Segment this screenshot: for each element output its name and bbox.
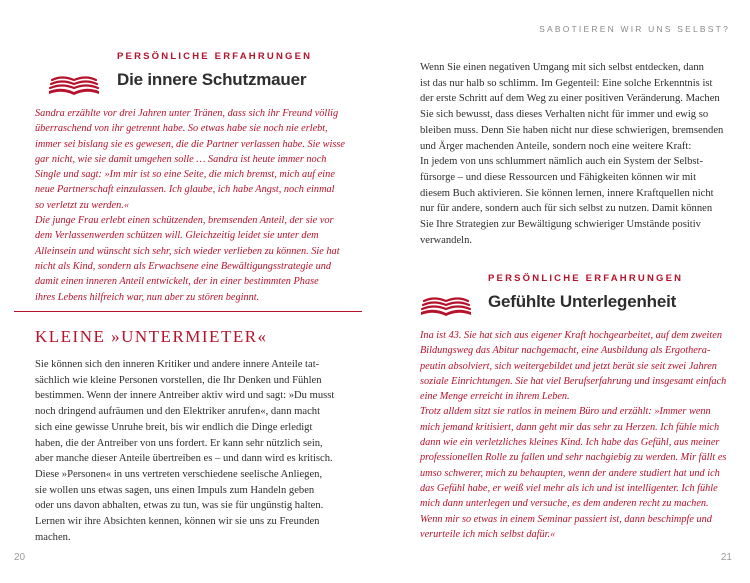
running-head: SABOTIEREN WIR UNS SELBST? (539, 24, 730, 34)
box-line: Sandra erzählte vor drei Jahren unter Tränen, dass sich ihr Freund völlig (35, 108, 339, 119)
body-line: der erste Schritt auf dem Weg zu einer positiven Veränderung. Machen (420, 93, 720, 105)
body-line: bleiben muss. Denn Sie haben nicht nur diese schwierigen, bremsenden (420, 124, 724, 136)
experience-box-text (420, 328, 745, 542)
box-line: professionellen Rolle zu fallen und sehr nachgiebig zu werden. Mir fällt es (420, 452, 727, 464)
box-line: überraschend von ihr getrennt habe. So etwas habe sie noch nie erlebt, (35, 123, 328, 135)
open-book-icon (420, 295, 472, 317)
body-line: Diese »Personen« in uns vertreten verschiedene seelische Anliegen, (35, 468, 323, 480)
body-text (420, 60, 740, 248)
box-line: neue Partnerschaft einzulassen. Ich glaube, ich habe Angst, noch einmal (35, 184, 335, 196)
experience-box-head (117, 51, 312, 90)
box-line: das Gefühl habe, er weiß viel mehr als ich und ist intelligenter. Ich fühle (420, 482, 718, 494)
body-line: Lernen wir ihre Absichten kennen, können wir sie uns zu Freunden (35, 516, 320, 528)
body-line: oder uns davon abhalten, etwas zu tun, was sie für ungünstig halten. (35, 500, 324, 512)
box-line: verurteile ich mich selbst dafür.« (420, 528, 556, 540)
body-line: Sie Ihre Strategien zur Bewältigung schwieriger Umstände positiv (420, 219, 701, 231)
box-line: soziale Einrichtungen. Sie hat viel Berufserfahrung und insgesamt einfach (420, 375, 727, 387)
body-line: machen. (35, 531, 71, 543)
body-line: In jedem von uns schlummert nämlich auch ein System der Selbst- (420, 156, 704, 168)
box-line: ihres Lebens hilfreich war, nun aber zu stören beginnt. (35, 291, 260, 303)
body-line: verwandeln. (420, 234, 473, 246)
body-line: Wenn Sie einen negativen Umgang mit sich selbst entdecken, dann (420, 62, 704, 73)
box-line: mich dann unterlegen und versuche, es dem anderen recht zu machen. (420, 498, 709, 510)
body-line: fürsorge – und diese Ressourcen und Fähigkeiten können wir mit (420, 171, 697, 183)
body-line: sächlich wie kleine Personen vorstellen, die Ihr Denken und Fühlen (35, 374, 322, 386)
box-line: gar nicht, wie sie damit umgehen solle … Sandra ist heute immer noch (35, 153, 327, 165)
body-line: sich eine gewisse Unruhe breit, bis wir endlich die Dinge erledigt (35, 421, 313, 433)
box-line: Die junge Frau erlebt einen schützenden, bremsenden Anteil, der sie vor (35, 215, 334, 227)
body-line: ist das nur halb so schlimm. Im Gegenteil: Eine solche Erkenntnis ist (420, 77, 713, 89)
open-book-icon (48, 74, 100, 96)
box-line: Alleinsein und wünscht sich sehr, sich wieder verlieben zu können. Sie hat (35, 245, 340, 257)
section-divider (14, 311, 362, 312)
right-page (375, 0, 750, 583)
box-line: peutin absolviert, sich weitergebildet und jetzt berät sie seit zwei Jahren (420, 360, 717, 372)
body-text (35, 357, 370, 545)
box-line: eine Menge erreicht in ihrem Leben. (420, 391, 570, 403)
box-line: Single und sagt: »Im mir ist so eine Seite, die mich bremst, mich auf eine (35, 169, 335, 181)
body-line: aber manche dieser Anteile übertreiben es – und dann wird es kritisch. (35, 453, 333, 465)
box-line: nicht als Kind, sondern als Erwachsene eine Bewältigungsstrategie und (35, 260, 332, 272)
box-line: Wenn mir so etwas in einem Seminar passiert ist, dann beschimpfe und (420, 513, 712, 525)
box-line: damit einen inneren Anteil entwickelt, der in einer bestimmten Phase (35, 276, 319, 288)
box-line: Ina ist 43. Sie hat sich aus eigener Kraft hochgearbeitet, auf dem zweiten (420, 330, 722, 341)
body-line: sie wollen uns etwas sagen, uns einen Impuls zum Handeln geben (35, 484, 315, 496)
box-kicker: PERSÖNLICHE ERFAHRUNGEN (117, 51, 313, 62)
body-line: haben, die der Antreiber von uns fordert. Er kann sehr nützlich sein, (35, 437, 323, 449)
body-line: bestimmen. Wenn der innere Antreiber aktiv wird und sagt: »Du musst (35, 390, 335, 402)
box-line: mich jemand kritisiert, dann geht mir das sehr zu Herzen. Ich fühle mich (420, 421, 720, 433)
box-line: Trotz alldem sitzt sie ratlos in meinem Büro und erzählt: »Immer wenn (420, 406, 711, 418)
box-line: so verletzt zu werden.« (35, 199, 129, 211)
body-line: noch dringend aufräumen und den Elektriker anrufen«, dann macht (35, 406, 321, 418)
body-line: diesem Buch aktivieren. Sie können lernen, innere Kraftquellen nicht (420, 187, 714, 199)
body-line: Sie können sich den inneren Kritiker und andere innere Anteile tat- (35, 359, 320, 370)
box-line: immer sei bislang sie es gewesen, die die Partner verlassen habe. Sie wisse (35, 138, 345, 150)
box-kicker: PERSÖNLICHE ERFAHRUNGEN (488, 273, 684, 284)
experience-box-text (35, 106, 365, 305)
box-line: Bildungsweg das Abitur nachgemacht, eine Ausbildung als Ergothera- (420, 345, 711, 357)
box-title: Gefühlte Unterlegenheit (488, 292, 677, 311)
section-title: KLEINE »UNTERMIETER« (35, 327, 268, 346)
body-line: nur für andere, sondern auch für sich selbst zu nutzen. Damit können (420, 203, 713, 215)
page-number: 20 (14, 552, 26, 563)
page-number: 21 (720, 552, 732, 563)
body-line: und Ärger machenden Anteile, sondern noch eine weitere Kraft: (420, 140, 692, 152)
experience-box-head (488, 273, 683, 312)
box-title: Die innere Schutzmauer (117, 70, 307, 89)
body-line: Sie sich bewusst, dass dieses Verhalten nicht für immer und ewig so (420, 109, 709, 121)
box-line: dem Verlassenwerden schützen will. Gleichzeitig leidet sie unter dem (35, 230, 319, 242)
box-line: dann wie ein verletzliches kleines Kind. Ich habe das Gefühl, aus meiner (420, 437, 720, 449)
box-line: umso schwerer, mich zu behaupten, wenn der andere studiert hat und ich (420, 467, 720, 479)
